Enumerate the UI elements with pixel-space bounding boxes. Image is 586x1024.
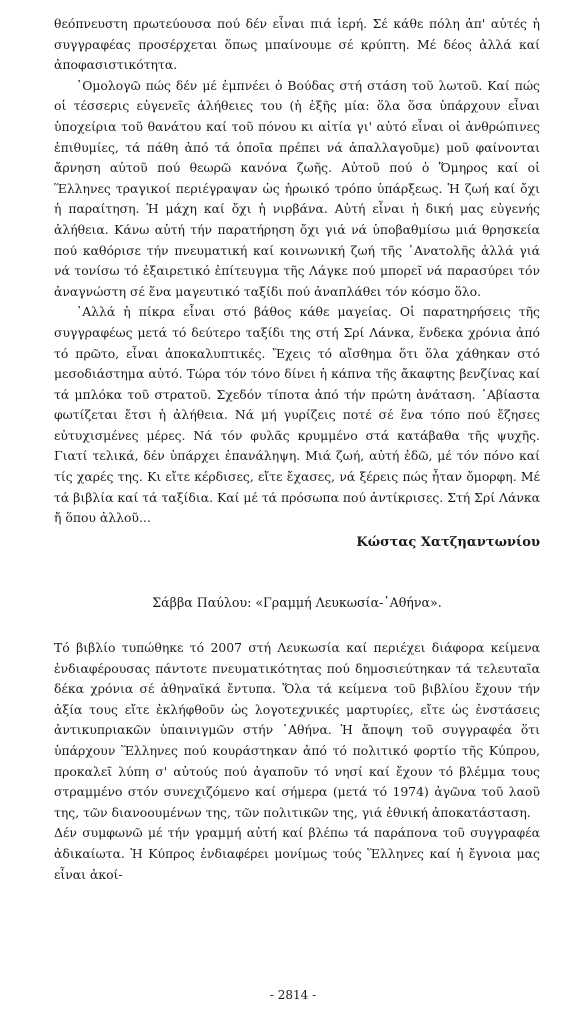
review1-paragraph-3: ᾿Αλλά ἡ πίκρα εἶναι στό βάθος κάθε μαγείας. Οἱ παρατηρήσεις τῆς συγγραφέως μετά τό δεύτερο ταξίδι της στή Σρί Λάνκα, ἕνδεκα χρόνια ἀπό τό πρῶτο, εἶναι ἀποκαλυπτικές. Ἔχεις τό αἴσθημα ὅτι ὅλα χάθηκαν στό μεσοδιάστημα αὐτό. Τώρα τόν τόνο δίνει ἡ κάπνα τῆς ἄκαφτης βενζίνας καί τά μπλόκα τοῦ στρατοῦ. Σχεδόν τίποτα ἀπό τήν πρώτη ἀνάταση. ᾿Αβίαστα φωτίζεται ἔτσι ἡ ἀλήθεια. Νά μή γυρίζεις ποτέ σέ ἕνα τόπο πού ἔζησες εὐτυχισμένες μέρες. Νά τόν φυλᾶς κρυμμένο στά κατάβαθα τῆς ψυχῆς. Γιατί τελικά, δέν ὑπάρχει ἐπανάληψη. Μιά ζωή, αὐτή ἐδῶ, μέ τόν πόνο καί τίς χαρές της. Κι εἴτε κέρδισες, εἴτε ἔχασες, νά ξέρεις πώς ἦταν ὄμορφη. Μέ τά βιβλία καί τά ταξίδια. Καί μέ τά πρόσωπα πού ἀντίκρισες. Στή Σρί Λάνκα ἤ ὅπου ἀλλοῦ... [54, 304, 540, 526]
review2-title: Σάββα Παύλου: «Γραμμή Λευκωσία-᾿Αθήνα». [152, 595, 442, 611]
review2-paragraph-2: Δέν συμφωνῶ μέ τήν γραμμή αὐτή καί βλέπω τά παράπονα τοῦ συγγραφέα ἀδικαίωτα. Ἡ Κύπρος ἐνδιαφέρει μονίμως τούς Ἕλληνες καί ἡ ἔγνοια μας εἶναι ἀκοί- [54, 825, 540, 882]
page-content [54, 14, 540, 885]
review1-signature: Κώστας Χατζηαντωνίου [356, 534, 540, 550]
review2-paragraph-1: Τό βιβλίο τυπώθηκε τό 2007 στή Λευκωσία καί περιέχει διάφορα κείμενα ἐνδιαφέρουσας πάντοτε πνευματικότητας πού δημοσιεύτηκαν τά τελευταῖα δέκα χρόνια σέ ἀθηναϊκά ἔντυπα. Ὅλα τά κείμενα τοῦ βιβλίου ἔχουν τήν ἀξία τους εἴτε ἐκλήφθοῦν ὡς λογοτεχνικές μαρτυρίες, εἴτε ὡς ἐνστάσεις ἀντικυπριακῶν ὑπαινιγμῶν στήν ᾿Αθήνα. Ἡ ἄποψη τοῦ συγγραφέα ὅτι ὑπάρχουν Ἕλληνες πού κουράστηκαν ἀπό τό πολιτικό φορτίο τῆς Κύπρου, προκαλεῖ λύπη σ' αὐτούς πού ἀγαποῦν τό νησί καί ἔχουν τό βλέμμα τους στραμμένο στόν συνεχιζόμενο καί σήμερα (μετά τό 1974) ἀγῶνα τοῦ λαοῦ της, τῶν διανοουμένων της, τῶν πολιτικῶν της, γιά ἐθνική ἀποκατάσταση. [54, 640, 540, 820]
page-number: - 2814 - [269, 988, 317, 1002]
review1-paragraph-1: θεόπνευστη πρωτεύουσα πού δέν εἶναι πιά ἱερή. Σέ κάθε πόλη ἀπ' αὐτές ἡ συγγραφέας προσέρχεται ὅπως μπαίνουμε σέ κρύπτη. Μέ δέος ἀλλά καί ἀποφασιστικότητα. [54, 16, 540, 73]
review1-paragraph-2: ᾿Ομολογῶ πώς δέν μέ ἐμπνέει ὁ Βούδας στή στάση τοῦ λωτοῦ. Καί πώς οἱ τέσσερις εὐγενεῖς ἀλήθειες του (ἡ ἑξῆς μία: ὅλα ὅσα ὑπάρχουν εἶναι ὑποχείρια τοῦ θανάτου καί τοῦ πόνου κι αἰτία γι' αὐτό εἶναι οἱ ἀνθρώπινες ἐπιθυμίες, τά πάθη ἀπό τά ὁποῖα πρέπει νά ἀπαλλαγοῦμε) μοῦ φαίνονται ἄρνηση αὐτοῦ πού θεωρῶ κανόνα ζωῆς. Αὐτοῦ πού ὁ Ὅμηρος καί οἱ Ἕλληνες τραγικοί περιέγραψαν ὡς ἡρωικό τρόπο ὑπάρξεως. Ἡ ζωή καί ὄχι ἡ παραίτηση. Ἡ μάχη καί ὄχι ἡ νιρβάνα. Αὐτή εἶναι ἡ δική μας εὐγενής ἀλήθεια. Κάνω αὐτή τήν παρατήρηση ὄχι γιά νά ὑποβαθμίσω μιά θρησκεία πού καθόρισε τήν πνευματική καί κοινωνική ζωή τῆς ᾿Ανατολῆς ἀλλά γιά νά τονίσω τό ἐξαιρετικό ἐπίτευγμα τῆς Λάγκε πού μπορεῖ νά παρασύρει τόν ἀναγνώστη σέ ἕνα μαγευτικό ταξίδι πού ἀναπλάθει τόν κόσμο ὅλο. [54, 77, 540, 299]
